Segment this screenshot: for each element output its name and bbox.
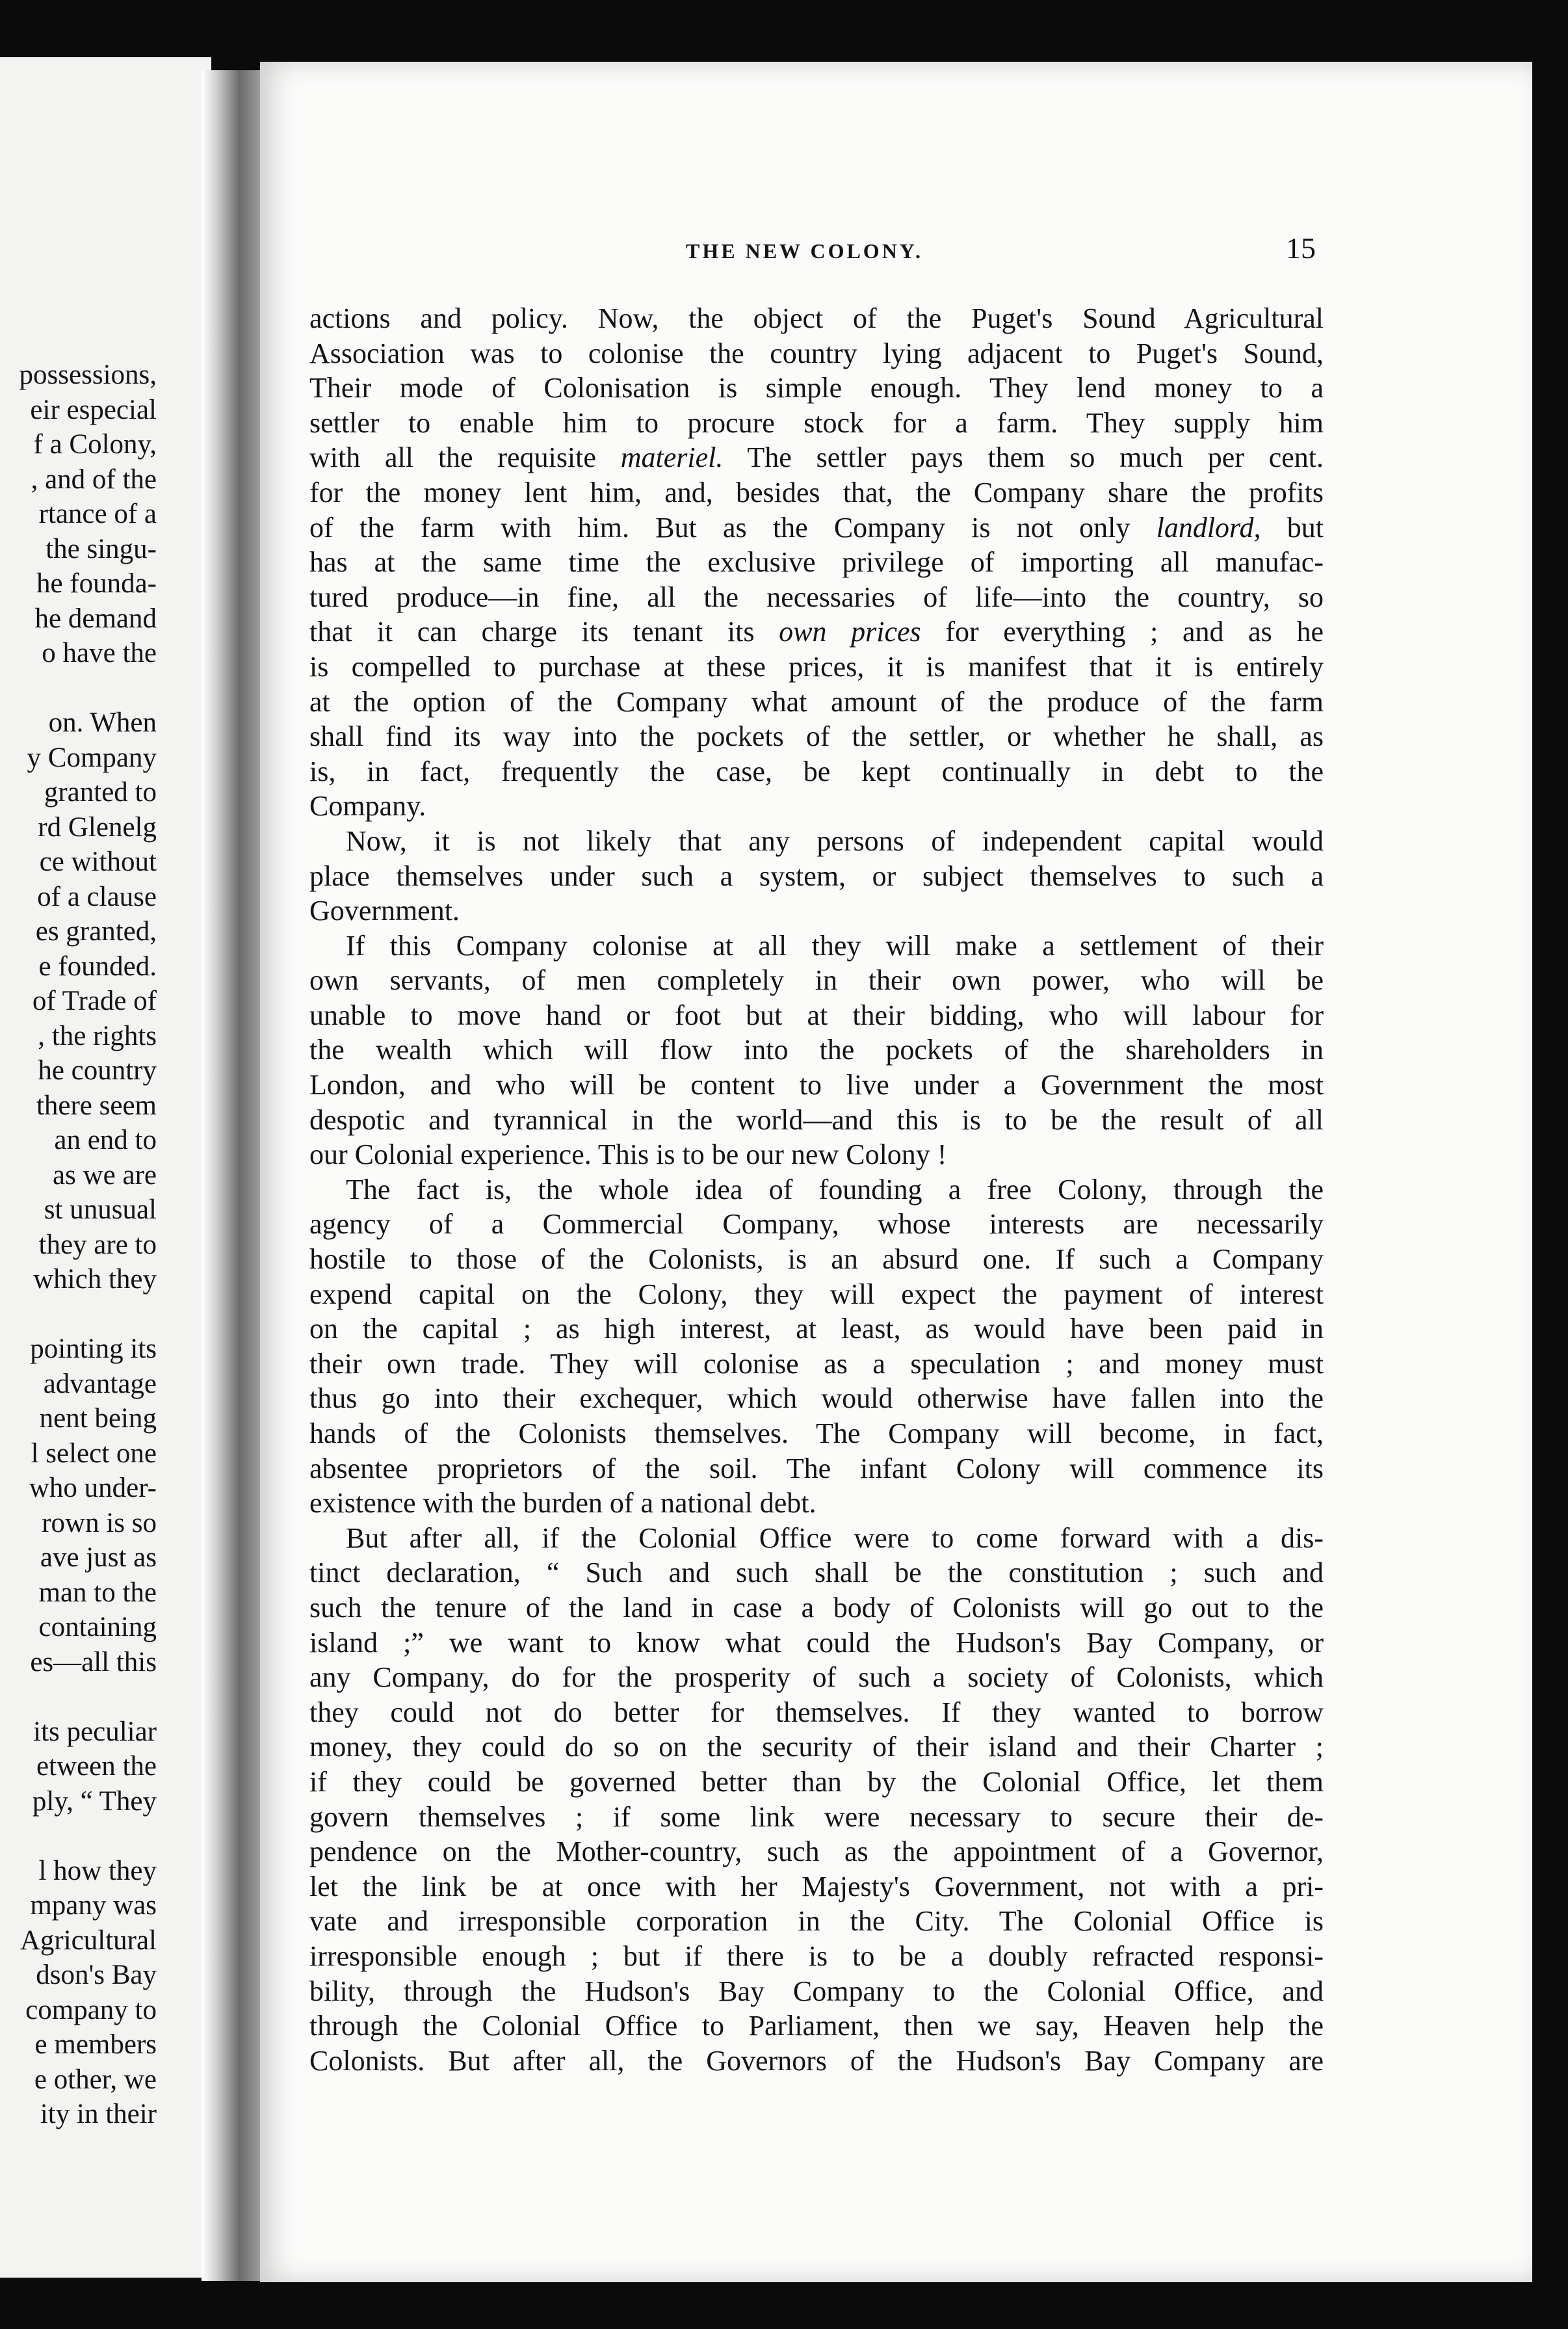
body-line: on the capital ; as high interest, at least, as would have been paid in bbox=[309, 1313, 1324, 1345]
body-line: irresponsible enough ; but if there is to be a doubly refracted responsi- bbox=[309, 1940, 1324, 1972]
body-line: unable to move hand or foot but at their bidding, who will labour for bbox=[309, 999, 1324, 1031]
body-line: own servants, of men completely in their own power, who will be bbox=[309, 964, 1324, 997]
left-fragment-line: man to the bbox=[38, 1577, 157, 1608]
left-fragment-line: he founda- bbox=[36, 568, 157, 599]
body-line: thus go into their exchequer, which would otherwise have fallen into the bbox=[309, 1382, 1324, 1415]
left-fragment-line: nent being bbox=[39, 1403, 157, 1434]
body-line: they could not do better for themselves. If they wanted to borrow bbox=[309, 1696, 1324, 1728]
left-fragment-line bbox=[0, 1297, 157, 1332]
left-fragment-line: rd Glenelg bbox=[38, 811, 157, 843]
body-line: London, and who will be content to live under a Government the most bbox=[309, 1069, 1324, 1101]
body-line: is compelled to purchase at these prices, it is manifest that it is entirely bbox=[309, 650, 1324, 683]
left-fragment-line: y Company bbox=[27, 742, 157, 773]
body-line: actions and policy. Now, the object of the Puget's Sound Agricultural bbox=[309, 302, 1324, 334]
body-line: govern themselves ; if some link were necessary to secure their de- bbox=[309, 1800, 1324, 1833]
left-fragment-line: as we are bbox=[53, 1159, 157, 1191]
left-fragment-line: on. When bbox=[48, 707, 157, 738]
left-fragment-line: e members bbox=[34, 2029, 157, 2060]
left-fragment-line: e other, we bbox=[34, 2064, 157, 2095]
left-fragment-line bbox=[0, 671, 157, 706]
body-line: island ;” we want to know what could the Hudson's Bay Company, or bbox=[309, 1626, 1324, 1659]
left-fragment-line: granted to bbox=[44, 777, 157, 808]
left-fragment-line: which they bbox=[33, 1264, 157, 1295]
body-line: Their mode of Colonisation is simple enough. They lend money to a bbox=[309, 372, 1324, 404]
left-fragment-line: of a clause bbox=[37, 881, 157, 912]
body-line: despotic and tyrannical in the world—and this is to be the result of all bbox=[309, 1103, 1324, 1136]
left-fragment-line: o have the bbox=[42, 638, 157, 668]
body-line: existence with the burden of a national debt. bbox=[309, 1487, 817, 1520]
body-line: shall find its way into the pockets of the settler, or whether he shall, as bbox=[309, 720, 1324, 753]
left-fragment-line: st unusual bbox=[44, 1194, 157, 1225]
running-head: THE NEW COLONY. bbox=[686, 239, 923, 263]
left-fragment-line: he demand bbox=[34, 603, 157, 634]
body-line: through the Colonial Office to Parliament, then we say, Heaven help the bbox=[309, 2010, 1324, 2042]
left-fragment-line bbox=[0, 1819, 157, 1854]
left-fragment-line: advantage bbox=[43, 1368, 157, 1399]
body-line: The fact is, the whole idea of founding a free Colony, through the bbox=[346, 1173, 1324, 1205]
left-fragment-line: ave just as bbox=[40, 1542, 157, 1573]
body-line: Colonists. But after all, the Governors of the Hudson's Bay Company are bbox=[309, 2044, 1324, 2077]
left-fragment-line: they are to bbox=[38, 1229, 157, 1260]
left-fragment-line: l select one bbox=[31, 1438, 157, 1469]
left-fragment-line: etween the bbox=[36, 1751, 157, 1782]
body-line: at the option of the Company what amount of the produce of the farm bbox=[309, 685, 1324, 718]
body-line: But after all, if the Colonial Office were to come forward with a dis- bbox=[346, 1521, 1324, 1554]
left-fragment-line: the singu- bbox=[46, 533, 157, 564]
left-fragment-line: Agricultural bbox=[20, 1925, 157, 1956]
body-line: Company. bbox=[309, 790, 426, 822]
left-fragment-line: possessions, bbox=[19, 360, 157, 390]
body-line: tinct declaration, “ Such and such shall be the constitution ; such and bbox=[309, 1557, 1324, 1589]
left-fragment-line: eir especial bbox=[30, 394, 157, 425]
left-fragment-line: an end to bbox=[54, 1125, 157, 1155]
left-fragment-line: rown is so bbox=[42, 1507, 157, 1538]
left-fragment-line: its peculiar bbox=[33, 1716, 157, 1747]
left-fragment-line: ce without bbox=[39, 847, 157, 877]
body-line: tured produce—in fine, all the necessaries of life—into the country, so bbox=[309, 581, 1324, 613]
left-fragment-line: rtance of a bbox=[38, 499, 157, 529]
body-line: that it can charge its tenant its own prices for everything ; and as he bbox=[309, 616, 1324, 648]
page-number: 15 bbox=[1286, 231, 1316, 265]
left-fragment-line: e founded. bbox=[38, 951, 157, 982]
body-line: expend capital on the Colony, they will expect the payment of interest bbox=[309, 1278, 1324, 1310]
body-line: let the link be at once with her Majesty's Government, not with a pri- bbox=[309, 1870, 1324, 1902]
body-line: If this Company colonise at all they will make a settlement of their bbox=[346, 929, 1324, 962]
left-fragment-line: who under- bbox=[29, 1473, 157, 1503]
body-line: place themselves under such a system, or subject themselves to such a bbox=[309, 860, 1324, 892]
body-line: if they could be governed better than by the Colonial Office, let them bbox=[309, 1765, 1324, 1798]
left-fragment-line: , the rights bbox=[38, 1020, 157, 1051]
left-page-text-fragments bbox=[0, 358, 157, 2132]
body-line: money, they could do so on the security of their island and their Charter ; bbox=[309, 1731, 1324, 1763]
left-fragment-line: ply, “ They bbox=[32, 1785, 157, 1817]
left-fragment-line: es granted, bbox=[35, 916, 157, 947]
left-fragment-line: es—all this bbox=[30, 1646, 157, 1678]
body-line: any Company, do for the prosperity of such a society of Colonists, which bbox=[309, 1661, 1324, 1694]
body-line: hostile to those of the Colonists, is an absurd one. If such a Company bbox=[309, 1243, 1324, 1276]
body-line: Government. bbox=[309, 895, 460, 927]
left-fragment-line: he country bbox=[38, 1055, 157, 1086]
left-fragment-line: pointing its bbox=[30, 1334, 157, 1364]
body-line: the wealth which will flow into the pockets of the shareholders in bbox=[309, 1034, 1324, 1066]
body-line: absentee proprietors of the soil. The infant Colony will commence its bbox=[309, 1452, 1324, 1484]
left-fragment-line: company to bbox=[25, 1994, 157, 2025]
body-line: bility, through the Hudson's Bay Company to the Colonial Office, and bbox=[309, 1975, 1324, 2007]
body-line: hands of the Colonists themselves. The Company will become, in fact, bbox=[309, 1417, 1324, 1449]
left-fragment-line: f a Colony, bbox=[33, 429, 157, 460]
left-facing-page bbox=[0, 57, 211, 2278]
left-fragment-line: of Trade of bbox=[32, 986, 157, 1016]
body-line: pendence on the Mother-country, such as the appointment of a Governor, bbox=[309, 1836, 1324, 1868]
body-line: such the tenure of the land in case a body of Colonists will go out to the bbox=[309, 1591, 1324, 1624]
body-line: of the farm with him. But as the Company is not only landlord, but bbox=[309, 511, 1324, 544]
body-line: Association was to colonise the country lying adjacent to Puget's Sound, bbox=[309, 337, 1324, 369]
left-fragment-line: mpany was bbox=[30, 1890, 157, 1921]
body-line: agency of a Commercial Company, whose interests are necessarily bbox=[309, 1208, 1324, 1241]
left-fragment-line: l how they bbox=[38, 1855, 157, 1886]
left-fragment-line: ity in their bbox=[40, 2099, 157, 2129]
body-line: is, in fact, frequently the case, be kept continually in debt to the bbox=[309, 755, 1324, 787]
body-line: their own trade. They will colonise as a speculation ; and money must bbox=[309, 1347, 1324, 1380]
body-line: has at the same time the exclusive privilege of importing all manufac- bbox=[309, 546, 1324, 579]
left-fragment-line: containing bbox=[38, 1612, 157, 1642]
left-fragment-line: there seem bbox=[36, 1090, 157, 1121]
body-line: settler to enable him to procure stock for a farm. They supply him bbox=[309, 406, 1324, 439]
left-fragment-line bbox=[0, 1679, 157, 1715]
body-line: with all the requisite materiel. The settler pays them so much per cent. bbox=[309, 441, 1324, 474]
body-line: for the money lent him, and, besides that, the Company share the profits bbox=[309, 476, 1324, 508]
left-fragment-line: , and of the bbox=[31, 464, 157, 495]
left-fragment-line: dson's Bay bbox=[36, 1960, 157, 1990]
body-line: Now, it is not likely that any persons of independent capital would bbox=[346, 824, 1324, 857]
body-line: vate and irresponsible corporation in the City. The Colonial Office is bbox=[309, 1905, 1324, 1938]
body-line: our Colonial experience. This is to be our new Colony ! bbox=[309, 1138, 947, 1171]
body-text bbox=[309, 301, 1324, 2078]
